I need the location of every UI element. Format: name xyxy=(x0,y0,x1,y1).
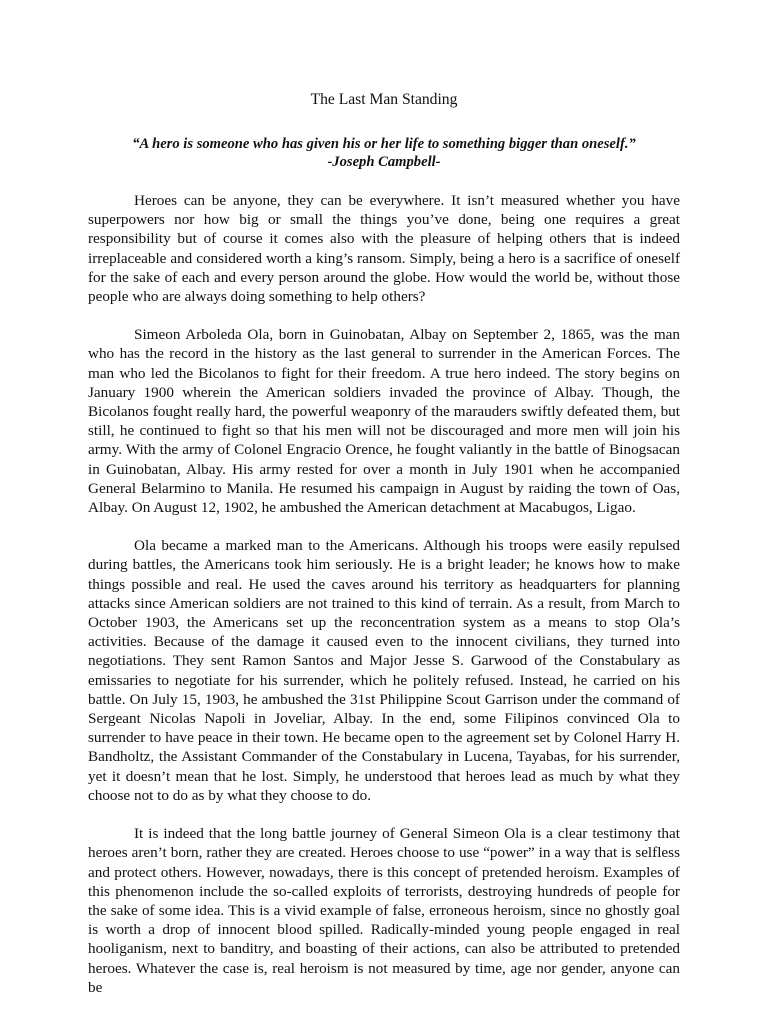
document-page xyxy=(88,90,680,1016)
document-title: The Last Man Standing xyxy=(310,91,458,108)
paragraph-4: It is indeed that the long battle journey of General Simeon Ola is a clear testimony that heroes aren’t born, rather they are created. Heroes choose to use “power” in a way that is selfless and protect others. However, nowadays, there is this concept of pretended heroism. Examples of this phenomenon include the so-called exploits of terrorists, destroying hundreds of people for the sake of some idea. This is a vivid example of false, erroneous heroism, since no ghostly goal is worth a drop of innocent blood spilled. Radically-minded young people engaged in real hooliganism, next to banditry, and boasting of their actions, can also be attributed to pretended heroes. Whatever the case is, real heroism is not measured by time, age nor gender, anyone can be xyxy=(88,825,680,996)
quote-author: -Joseph Campbell- xyxy=(327,154,441,170)
paragraph-2: Simeon Arboleda Ola, born in Guinobatan, Albay on September 2, 1865, was the man who has the record in the history as the last general to surrender in the American Forces. The man who led the Bicolanos to fight for their freedom. A true hero indeed. The story begins on January 1900 wherein the American soldiers invaded the province of Albay. Though, the Bicolanos fought really hard, the powerful weaponry of the marauders swiftly defeated them, but still, he continued to fight so that his men will not be discouraged and more men will join his army. With the army of Colonel Engracio Orence, he fought valiantly in the battle of Binogsacan in Guinobatan, Albay. His army rested for over a month in July 1901 when he accompanied General Belarmino to Manila. He resumed his campaign in August by raiding the town of Oas, Albay. On August 12, 1902, he ambushed the American detachment at Macabugos, Ligao. xyxy=(88,326,680,517)
paragraph-3: Ola became a marked man to the Americans. Although his troops were easily repulsed during battles, the Americans took him seriously. He is a bright leader; he knows how to make things possible and real. He used the caves around his territory as headquarters for planning attacks since American soldiers are not trained to this kind of terrain. As a result, from March to October 1903, the Americans set up the reconcentration system as a means to stop Ola’s activities. Because of the damage it caused even to the innocent civilians, they turned into negotiations. They sent Ramon Santos and Major Jesse S. Garwood of the Constabulary as emissaries to negotiate for his surrender, which he politely refused. Instead, he carried on his battle. On July 15, 1903, he ambushed the 31st Philippine Scout Garrison under the command of Sergeant Nicolas Napoli in Joveliar, Albay. In the end, some Filipinos convinced Ola to surrender to have peace in their town. He became open to the agreement set by Colonel Harry H. Bandholtz, the Assistant Commander of the Constabulary in Lucena, Tayabas, for his surrender, yet it doesn’t mean that he lost. Simply, he understood that heroes lead as much by what they choose not to do as by what they choose to do. xyxy=(88,537,680,804)
paragraph-1: Heroes can be anyone, they can be everywhere. It isn’t measured whether you have superpowers nor how big or small the things you’ve done, being one requires a great responsibility but of course it comes also with the pleasure of helping others that is indeed irreplaceable and considered worth a king’s ransom. Simply, being a hero is a sacrifice of oneself for the sake of each and every person around the globe. How would the world be, without those people who are always doing something to help others? xyxy=(88,192,680,306)
epigraph-quote xyxy=(88,135,680,171)
quote-text: “A hero is someone who has given his or her life to something bigger than oneself.” xyxy=(132,136,636,152)
